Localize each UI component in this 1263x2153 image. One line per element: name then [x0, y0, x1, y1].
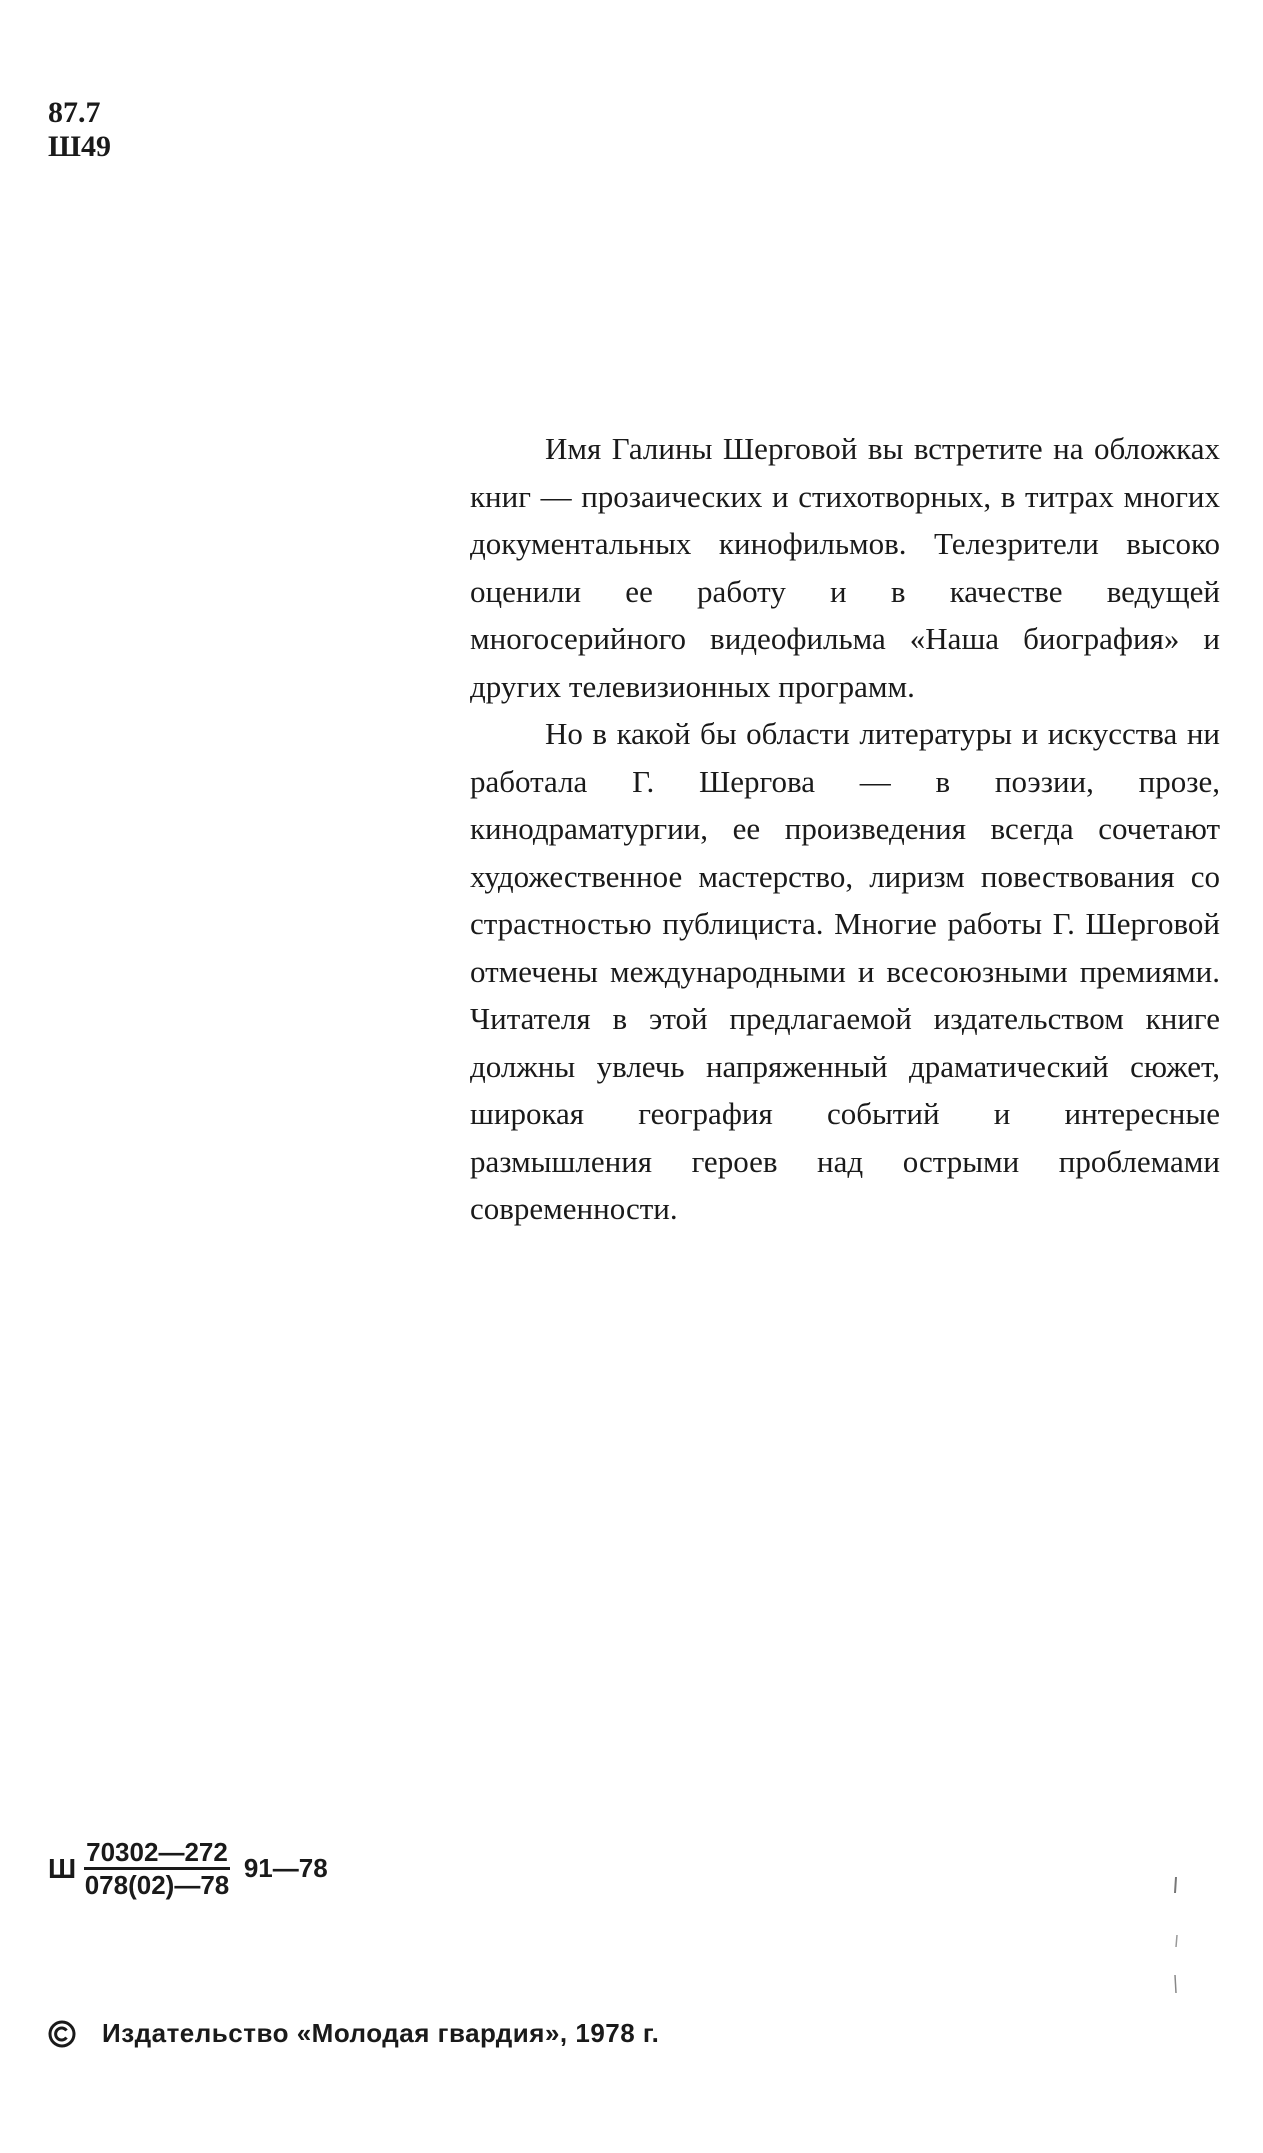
copyright-line	[48, 2018, 659, 2049]
bbk-letter: Ш	[48, 1852, 77, 1884]
classification-block	[48, 96, 111, 164]
copyright-icon	[48, 2020, 76, 2048]
bbk-index	[48, 1838, 328, 1899]
bbk-denominator: 078(02)—78	[84, 1870, 230, 1900]
scan-marks	[1170, 1875, 1182, 2015]
author-mark: Ш49	[48, 130, 111, 163]
classification-code: 87.7	[48, 96, 101, 129]
annotation-text	[470, 425, 1220, 1233]
bbk-numerator: 70302—272	[84, 1838, 230, 1870]
annotation-paragraph: Но в какой бы области литературы и искусства ни работала Г. Шергова — в поэзии, прозе, кинодраматургии, ее произведения всегда сочетают художественное мастерство, лиризм повествования со страстностью публициста. Многие работы Г. Шерговой отмечены международными и всесоюзными премиями. Читателя в этой предлагаемой издательством книге должны увлечь напряженный драматический сюжет, широкая география событий и интересные размышления героев над острыми проблемами современности.	[470, 716, 1220, 1226]
bbk-suffix: 91—78	[243, 1853, 328, 1883]
bbk-fraction	[84, 1838, 230, 1899]
copyright-text: Издательство «Молодая гвардия», 1978 г.	[102, 2018, 660, 2048]
annotation-paragraph: Имя Галины Шерговой вы встретите на обложках книг — прозаических и стихотворных, в титрах многих документальных кинофильмов. Телезрители высоко оценили ее работу и в качестве ведущей многосерийного видеофильма «Наша биография» и других телевизионных программ.	[470, 431, 1220, 704]
